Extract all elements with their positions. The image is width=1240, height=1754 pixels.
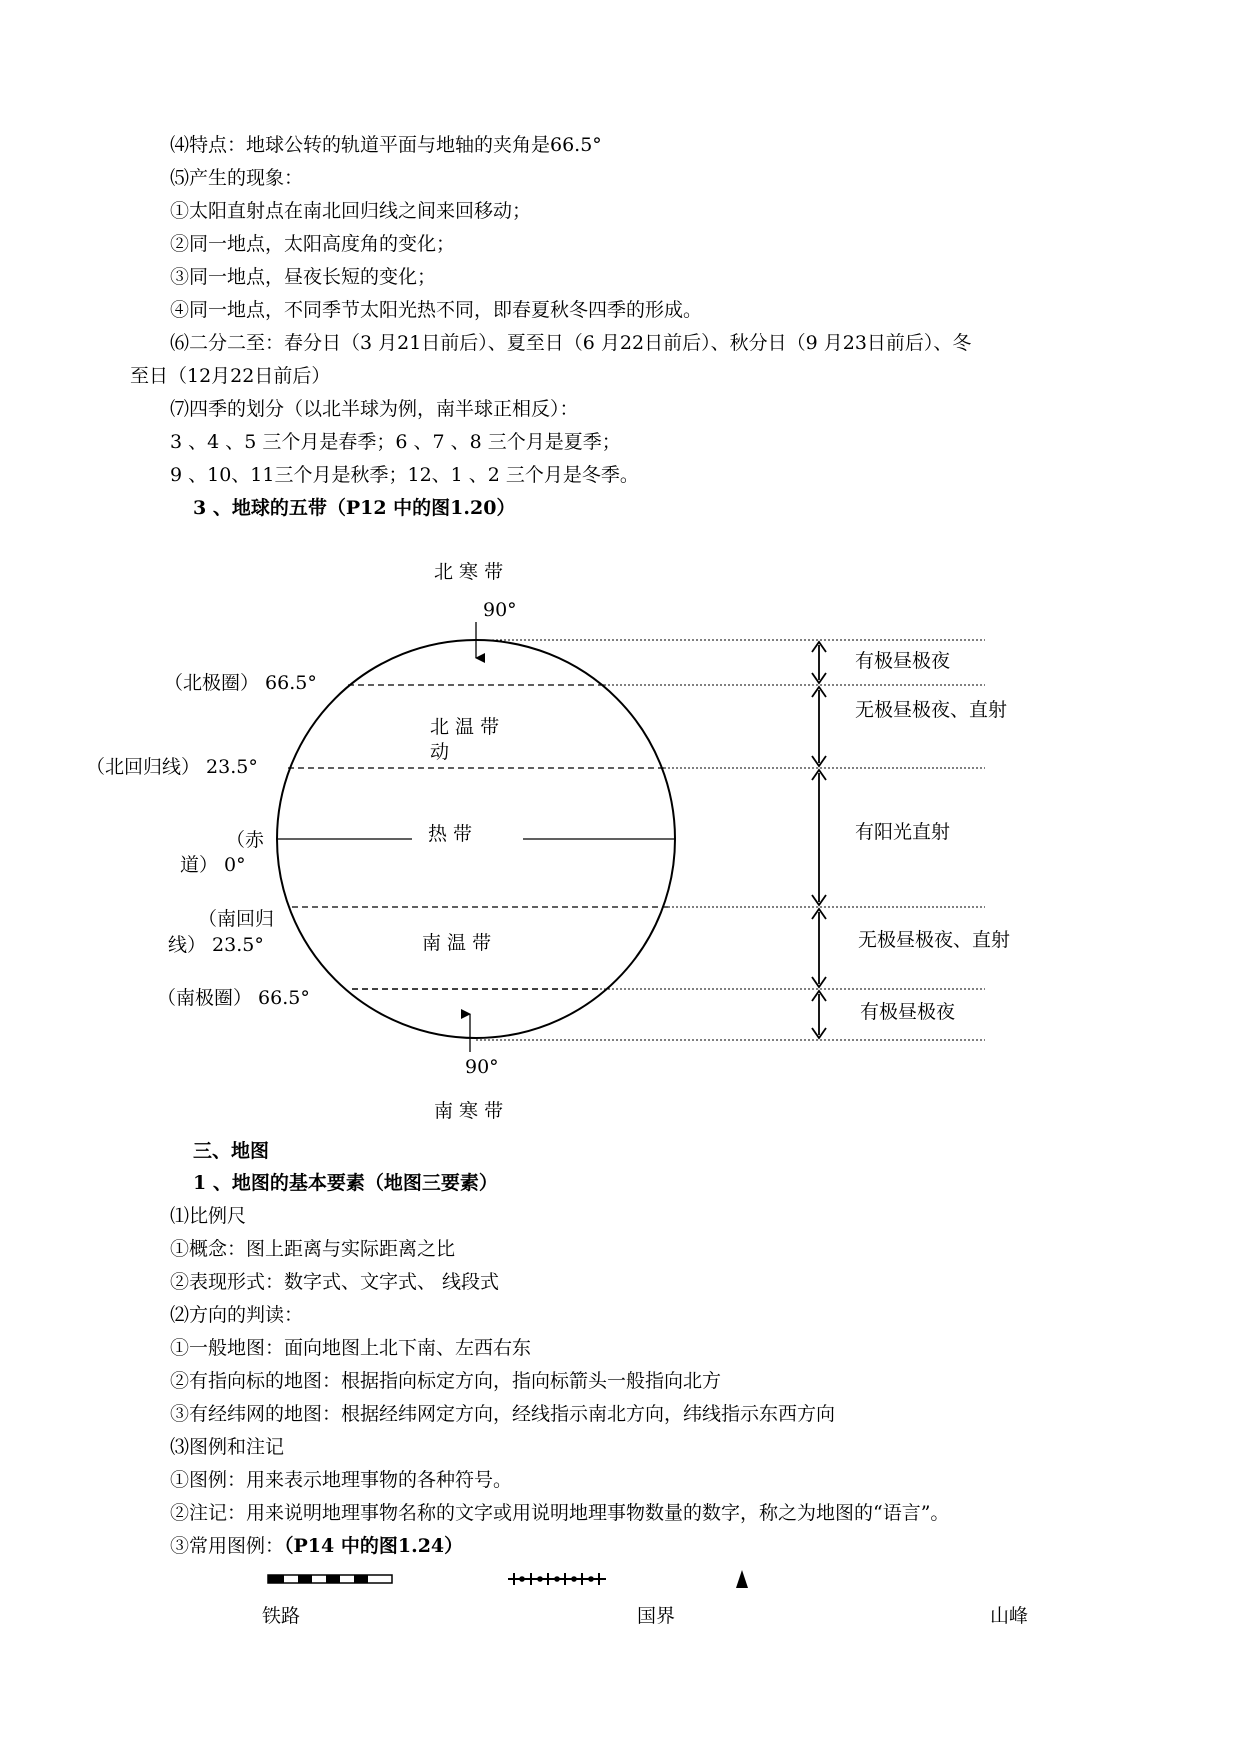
south-frigid-label: 南 寒 带 [434,1100,504,1122]
railway-symbol [268,1575,392,1583]
phenomenon-3: ③同一地点，昼夜长短的变化； [170,266,437,288]
seasons-line-1: 3 、4 、5 三个月是春季；6 、7 、8 三个月是夏季； [170,431,621,453]
direction-graticule: ③有经纬网的地图：根据经纬网定方向，经线指示南北方向，纬线指示东西方向 [170,1403,836,1425]
phenomenon-1: ①太阳直射点在南北回归线之间来回移动； [170,200,532,222]
scale-concept: ①概念：图上距离与实际距离之比 [170,1238,456,1260]
equator-label-1: （赤 [226,829,265,851]
peak-symbol [736,1570,748,1588]
five-zones-heading: 3 、地球的五带（P12 中的图1.20） [193,497,516,519]
arctic-circle-label: （北极圈） 66.5° [164,672,317,694]
feature-line: ⑷特点：地球公转的轨道平面与地轴的夹角是66.5° [170,134,602,156]
phenomenon-4: ④同一地点，不同季节太阳光热不同，即春夏秋冬四季的形成。 [170,299,703,321]
peak-label: 山峰 [990,1605,1029,1627]
north-temperate-label-extra: 动 [430,741,450,763]
antarctic-circle-label: （南极圈） 66.5° [157,987,310,1009]
railway-label: 铁路 [262,1605,301,1627]
north-temperate-label: 北 温 带 [430,716,500,738]
common-legend-label: ③常用图例： [170,1535,285,1557]
zone-feature-4: 无极昼极夜、直射 [858,929,1011,951]
legend-definition: ①图例：用来表示地理事物的各种符号。 [170,1469,513,1491]
phenomenon-2: ②同一地点，太阳高度角的变化； [170,233,456,255]
zone-feature-5: 有极昼极夜 [860,1001,956,1023]
direction-heading: ⑵方向的判读： [170,1304,304,1326]
scale-heading: ⑴比例尺 [170,1205,247,1227]
border-symbol [508,1573,606,1585]
bottom-degree-label: 90° [465,1056,499,1078]
phenomena-heading: ⑸产生的现象： [170,167,304,189]
seasons-line-2: 9 、10、11三个月是秋季；12、1 、2 三个月是冬季。 [170,464,639,486]
solstices-line-cont: 至日（12月22日前后） [130,365,331,387]
zone-feature-2: 无极昼极夜、直射 [855,699,1008,721]
zone-feature-3: 有阳光直射 [855,821,951,843]
south-temperate-label: 南 温 带 [422,932,492,954]
map-elements-heading: 1 、地图的基本要素（地图三要素） [193,1172,498,1194]
notes-definition: ②注记：用来说明地理事物名称的文字或用说明地理事物数量的数字，称之为地图的“语言”。 [170,1502,950,1524]
tropic-of-capricorn-label-2: 线） 23.5° [168,934,264,956]
tropic-of-capricorn-label-1: （南回归 [198,908,275,930]
solstices-line: ⑹二分二至：春分日（3 月21日前后）、夏至日（6 月22日前后）、秋分日（9 月23日前后）、冬 [170,332,972,354]
direction-pointer: ②有指向标的地图：根据指向标定方向，指向标箭头一般指向北方 [170,1370,722,1392]
border-label: 国界 [637,1605,676,1627]
tropic-of-cancer-label: （北回归线） 23.5° [86,756,258,778]
direction-general: ①一般地图：面向地图上北下南、左西右东 [170,1337,532,1359]
legend-notes-heading: ⑶图例和注记 [170,1436,285,1458]
common-legend-ref: （P14 中的图1.24） [284,1535,464,1557]
map-section-heading: 三、地图 [193,1140,270,1162]
north-frigid-label: 北 寒 带 [434,561,504,583]
torrid-zone-label: 热 带 [428,823,473,845]
zone-feature-1: 有极昼极夜 [855,650,951,672]
equator-label-2: 道） 0° [180,854,246,876]
top-degree-label: 90° [483,599,517,621]
scale-forms: ②表现形式：数字式、文字式、 线段式 [170,1271,500,1293]
seasons-heading: ⑺四季的划分（以北半球为例，南半球正相反）： [170,398,579,420]
